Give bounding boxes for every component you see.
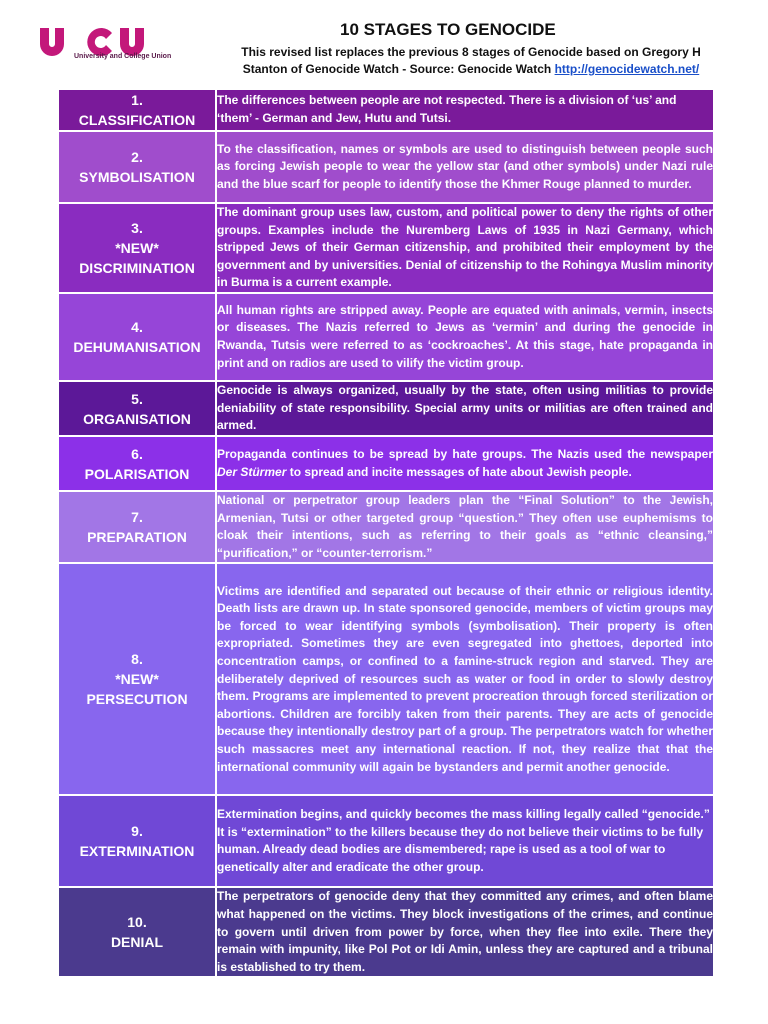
stage-description: All human rights are stripped away. People are equated with animals, vermin, insects or diseases. The Nazis referred to Jews as ‘vermin’ and during the genocide in Rwanda, Tutsis were referred to as ‘cockroaches’. At this stage, hate propaganda in print and on radios are used to vilify the victim group. xyxy=(216,293,714,381)
stage-row xyxy=(58,203,714,293)
subtitle-source: Stanton of Genocide Watch - Source: Genocide Watch xyxy=(242,62,552,76)
stage-description: Genocide is always organized, usually by the state, often using militias to provide deniability of state responsibility. Special army units or militias are often trained and armed. xyxy=(216,381,714,436)
stage-label: 3. *NEW* DISCRIMINATION xyxy=(58,203,216,293)
stage-row xyxy=(58,381,714,436)
stage-description: Victims are identified and separated out because of their ethnic or religious identity. Death lists are drawn up. In state sponsored genocide, members of victim groups may be forced to wear identifying symbols (symbolisation). Their property is often expropriated. Sometimes they are even segregated into ghettoes, deported into concentration camps, or confined to a famine-struck region and starved. They are deliberately deprived of resources such as water or food in order to slowly destroy them. Programs are implemented to prevent procreation through forced sterilization or abortions. Children are forcibly taken from their parents. They are acts of genocide because they intentionally destroy part of a group. The perpetrators watch for whether such massacres meet any international reaction. If not, they realize that that the international community will again be bystanders and permit another genocide. xyxy=(216,563,714,795)
subtitle-line1: This revised list replaces the previous 8 stages of Genocide based on Gregory H xyxy=(241,45,701,59)
stage-row xyxy=(58,131,714,203)
ucu-logo xyxy=(36,24,186,74)
stage-description: To the classification, names or symbols are used to distinguish between people such as forcing Jewish people to wear the yellow star (and other symbols) under Nazi rule and the blue scarf for people to identify those the Khmer Rouge planned to murder. xyxy=(216,131,714,203)
stage-label: 8. *NEW* PERSECUTION xyxy=(58,563,216,795)
stage-row xyxy=(58,795,714,887)
stage-description: The dominant group uses law, custom, and political power to deny the rights of other groups. Examples include the Nuremberg Laws of 1935 in Nazi Germany, which stripped Jews of their German citizenship, and prohibited their employment by the government and by universities. Denial of citizenship to the Rohingya Muslim minority in Burma is a current example. xyxy=(216,203,714,293)
stage-row xyxy=(58,293,714,381)
stage-description: Propaganda continues to be spread by hate groups. The Nazis used the newspaper Der Stürmer to spread and incite messages of hate about Jewish people. xyxy=(216,436,714,491)
stage-row xyxy=(58,563,714,795)
source-link[interactable]: http://genocidewatch.net/ xyxy=(554,62,700,76)
stage-row xyxy=(58,887,714,977)
page-subtitle xyxy=(196,44,746,78)
logo-tagline: University and College Union xyxy=(74,53,172,60)
stage-description: The differences between people are not respected. There is a division of ‘us’ and ‘them’ - German and Jew, Hutu and Tutsi. xyxy=(216,89,714,131)
stage-row xyxy=(58,89,714,131)
stage-label: 4. DEHUMANISATION xyxy=(58,293,216,381)
stage-label: 6. POLARISATION xyxy=(58,436,216,491)
stage-row xyxy=(58,491,714,563)
stage-description: National or perpetrator group leaders plan the “Final Solution” to the Jewish, Armenian, Tutsi or other targeted group “question.” They often use euphemisms to cloak their intentions, such as referring to their goals as “ethnic cleansing,” “purification,” or “counter-terrorism.” xyxy=(216,491,714,563)
stages-table xyxy=(57,88,715,978)
stage-label: 1. CLASSIFICATION xyxy=(58,89,216,131)
stage-label: 7. PREPARATION xyxy=(58,491,216,563)
subtitle-line2 xyxy=(196,61,746,78)
stage-description: Extermination begins, and quickly becomes the mass killing legally called “genocide.” It is “extermination” to the killers because they do not believe their victims to be fully human. Already dead bodies are dismembered; rape is used as a tool of war to genetically alter and eradicate the other group. xyxy=(216,795,714,887)
stage-label: 2. SYMBOLISATION xyxy=(58,131,216,203)
page-title: 10 STAGES TO GENOCIDE xyxy=(340,20,556,39)
stage-label: 5. ORGANISATION xyxy=(58,381,216,436)
stage-description: The perpetrators of genocide deny that they committed any crimes, and often blame what happened on the victims. They block investigations of the crimes, and continue to govern until driven from power by force, when they flee into exile. There they remain with impunity, like Pol Pot or Idi Amin, unless they are captured and a tribunal is established to try them. xyxy=(216,887,714,977)
stage-label: 10. DENIAL xyxy=(58,887,216,977)
stage-label: 9. EXTERMINATION xyxy=(58,795,216,887)
stage-row xyxy=(58,436,714,491)
